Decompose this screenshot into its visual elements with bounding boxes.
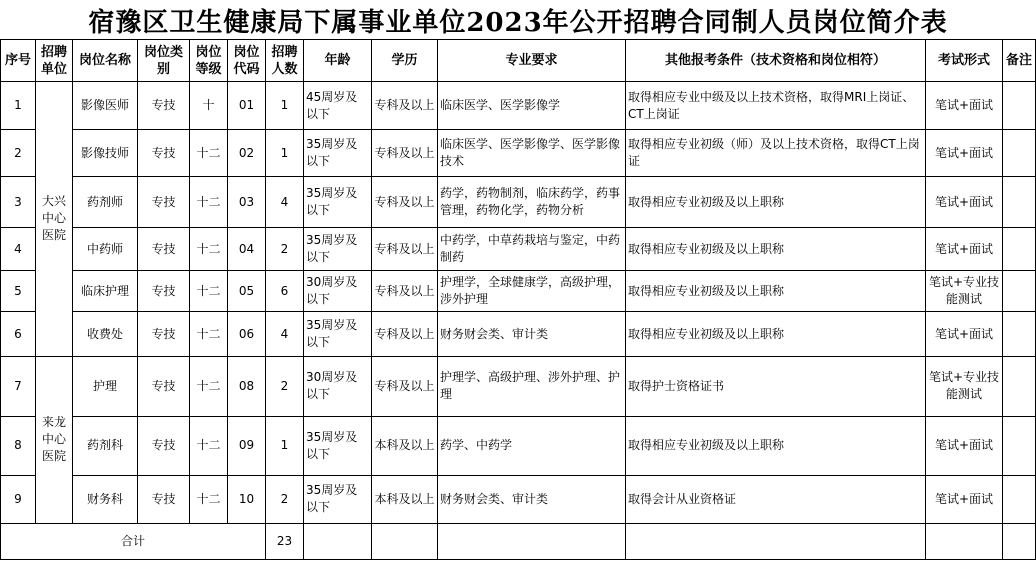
empty-cell: [1003, 523, 1036, 559]
row-count: 1: [266, 82, 304, 130]
row-note: [1003, 228, 1036, 271]
row-major: 药学，药物制剂，临床药学，药事管理，药物化学，药物分析: [438, 177, 626, 228]
row-note: [1003, 82, 1036, 130]
row-category: 专技: [138, 130, 190, 177]
row-code: 02: [228, 130, 266, 177]
row-age: 30周岁及以下: [304, 356, 372, 416]
header-cell: 序号: [1, 40, 36, 82]
row-exam: 笔试+面试: [926, 130, 1003, 177]
row-major: 药学、中药学: [438, 416, 626, 475]
row-note: [1003, 356, 1036, 416]
row-age: 35周岁及以下: [304, 416, 372, 475]
row-no: 4: [1, 228, 36, 271]
row-major: 临床医学、医学影像学、医学影像技术: [438, 130, 626, 177]
total-row: [1, 523, 1036, 559]
header-cell: 其他报考条件（技术资格和岗位相符）: [626, 40, 926, 82]
row-name: 药剂科: [73, 416, 138, 475]
row-exam: 笔试+面试: [926, 82, 1003, 130]
row-name: 护理: [73, 356, 138, 416]
row-count: 2: [266, 228, 304, 271]
row-exam: 笔试+面试: [926, 312, 1003, 356]
row-code: 10: [228, 475, 266, 523]
row-count: 2: [266, 475, 304, 523]
header-cell: 岗位名称: [73, 40, 138, 82]
row-grade: 十二: [190, 130, 228, 177]
row-grade: 十二: [190, 228, 228, 271]
row-grade: 十二: [190, 475, 228, 523]
row-category: 专技: [138, 475, 190, 523]
row-edu: 专科及以上: [372, 82, 438, 130]
row-grade: 十: [190, 82, 228, 130]
row-exam: 笔试+专业技能测试: [926, 356, 1003, 416]
total-count: 23: [266, 523, 304, 559]
row-name: 财务科: [73, 475, 138, 523]
table-row: [1, 356, 1036, 416]
row-other: 取得相应专业初级及以上职称: [626, 416, 926, 475]
header-cell: 专业要求: [438, 40, 626, 82]
row-age: 35周岁及以下: [304, 228, 372, 271]
row-code: 09: [228, 416, 266, 475]
row-edu: 本科及以上: [372, 416, 438, 475]
row-category: 专技: [138, 177, 190, 228]
row-no: 6: [1, 312, 36, 356]
row-category: 专技: [138, 271, 190, 312]
row-count: 6: [266, 271, 304, 312]
row-no: 1: [1, 82, 36, 130]
row-age: 35周岁及以下: [304, 312, 372, 356]
row-edu: 专科及以上: [372, 356, 438, 416]
row-code: 05: [228, 271, 266, 312]
row-exam: 笔试+面试: [926, 177, 1003, 228]
row-grade: 十二: [190, 356, 228, 416]
row-code: 06: [228, 312, 266, 356]
row-note: [1003, 130, 1036, 177]
table-row: [1, 312, 1036, 356]
row-other: 取得相应专业初级及以上职称: [626, 228, 926, 271]
row-category: 专技: [138, 416, 190, 475]
row-note: [1003, 475, 1036, 523]
header-cell: 招聘单位: [36, 40, 73, 82]
row-edu: 专科及以上: [372, 271, 438, 312]
row-count: 1: [266, 130, 304, 177]
row-exam: 笔试+面试: [926, 416, 1003, 475]
row-major: 财务财会类、审计类: [438, 312, 626, 356]
row-count: 2: [266, 356, 304, 416]
row-name: 临床护理: [73, 271, 138, 312]
row-code: 08: [228, 356, 266, 416]
row-no: 2: [1, 130, 36, 177]
row-other: 取得相应专业初级（师）及以上技术资格，取得CT上岗证: [626, 130, 926, 177]
unit-cell: 来龙中心医院: [36, 356, 73, 523]
header-cell: 招聘人数: [266, 40, 304, 82]
empty-cell: [372, 523, 438, 559]
row-name: 收费处: [73, 312, 138, 356]
row-grade: 十二: [190, 177, 228, 228]
row-edu: 专科及以上: [372, 177, 438, 228]
row-count: 4: [266, 177, 304, 228]
row-major: 中药学，中草药栽培与鉴定，中药制药: [438, 228, 626, 271]
row-code: 04: [228, 228, 266, 271]
row-no: 9: [1, 475, 36, 523]
row-count: 4: [266, 312, 304, 356]
header-cell: 备注: [1003, 40, 1036, 82]
row-note: [1003, 177, 1036, 228]
header-cell: 岗位代码: [228, 40, 266, 82]
row-name: 药剂师: [73, 177, 138, 228]
empty-cell: [926, 523, 1003, 559]
row-no: 7: [1, 356, 36, 416]
row-major: 临床医学、医学影像学: [438, 82, 626, 130]
row-code: 01: [228, 82, 266, 130]
header-cell: 学历: [372, 40, 438, 82]
row-note: [1003, 312, 1036, 356]
row-other: 取得相应专业初级及以上职称: [626, 177, 926, 228]
empty-cell: [304, 523, 372, 559]
row-grade: 十二: [190, 312, 228, 356]
row-major: 财务财会类、审计类: [438, 475, 626, 523]
row-category: 专技: [138, 228, 190, 271]
table-row: [1, 416, 1036, 475]
row-age: 35周岁及以下: [304, 177, 372, 228]
header-row: [1, 40, 1036, 82]
header-cell: 岗位类别: [138, 40, 190, 82]
row-name: 中药师: [73, 228, 138, 271]
table-row: [1, 271, 1036, 312]
row-edu: 专科及以上: [372, 312, 438, 356]
table-row: [1, 475, 1036, 523]
table-row: [1, 177, 1036, 228]
row-grade: 十二: [190, 416, 228, 475]
row-category: 专技: [138, 312, 190, 356]
header-cell: 年龄: [304, 40, 372, 82]
row-age: 45周岁及以下: [304, 82, 372, 130]
row-edu: 本科及以上: [372, 475, 438, 523]
empty-cell: [626, 523, 926, 559]
row-major: 护理学、高级护理、涉外护理、护理: [438, 356, 626, 416]
row-name: 影像医师: [73, 82, 138, 130]
row-age: 35周岁及以下: [304, 130, 372, 177]
table-row: [1, 228, 1036, 271]
row-note: [1003, 271, 1036, 312]
row-no: 8: [1, 416, 36, 475]
total-label: 合计: [1, 523, 266, 559]
row-other: 取得相应专业中级及以上技术资格，取得MRI上岗证、CT上岗证: [626, 82, 926, 130]
row-grade: 十二: [190, 271, 228, 312]
row-age: 30周岁及以下: [304, 271, 372, 312]
row-code: 03: [228, 177, 266, 228]
row-other: 取得会计从业资格证: [626, 475, 926, 523]
table-row: [1, 82, 1036, 130]
row-name: 影像技师: [73, 130, 138, 177]
row-note: [1003, 416, 1036, 475]
row-other: 取得相应专业初级及以上职称: [626, 271, 926, 312]
table-row: [1, 130, 1036, 177]
row-exam: 笔试+专业技能测试: [926, 271, 1003, 312]
unit-cell: 大兴中心医院: [36, 82, 73, 356]
row-edu: 专科及以上: [372, 228, 438, 271]
positions-table: [0, 39, 1036, 560]
header-cell: 岗位等级: [190, 40, 228, 82]
row-category: 专技: [138, 82, 190, 130]
row-other: 取得相应专业初级及以上职称: [626, 312, 926, 356]
page-title: 宿豫区卫生健康局下属事业单位2023年公开招聘合同制人员岗位简介表: [88, 7, 948, 38]
row-no: 5: [1, 271, 36, 312]
row-no: 3: [1, 177, 36, 228]
row-other: 取得护士资格证书: [626, 356, 926, 416]
row-major: 护理学，全球健康学，高级护理，涉外护理: [438, 271, 626, 312]
row-age: 35周岁及以下: [304, 475, 372, 523]
row-exam: 笔试+面试: [926, 228, 1003, 271]
empty-cell: [438, 523, 626, 559]
header-cell: 考试形式: [926, 40, 1003, 82]
row-count: 1: [266, 416, 304, 475]
row-edu: 专科及以上: [372, 130, 438, 177]
row-category: 专技: [138, 356, 190, 416]
row-exam: 笔试+面试: [926, 475, 1003, 523]
